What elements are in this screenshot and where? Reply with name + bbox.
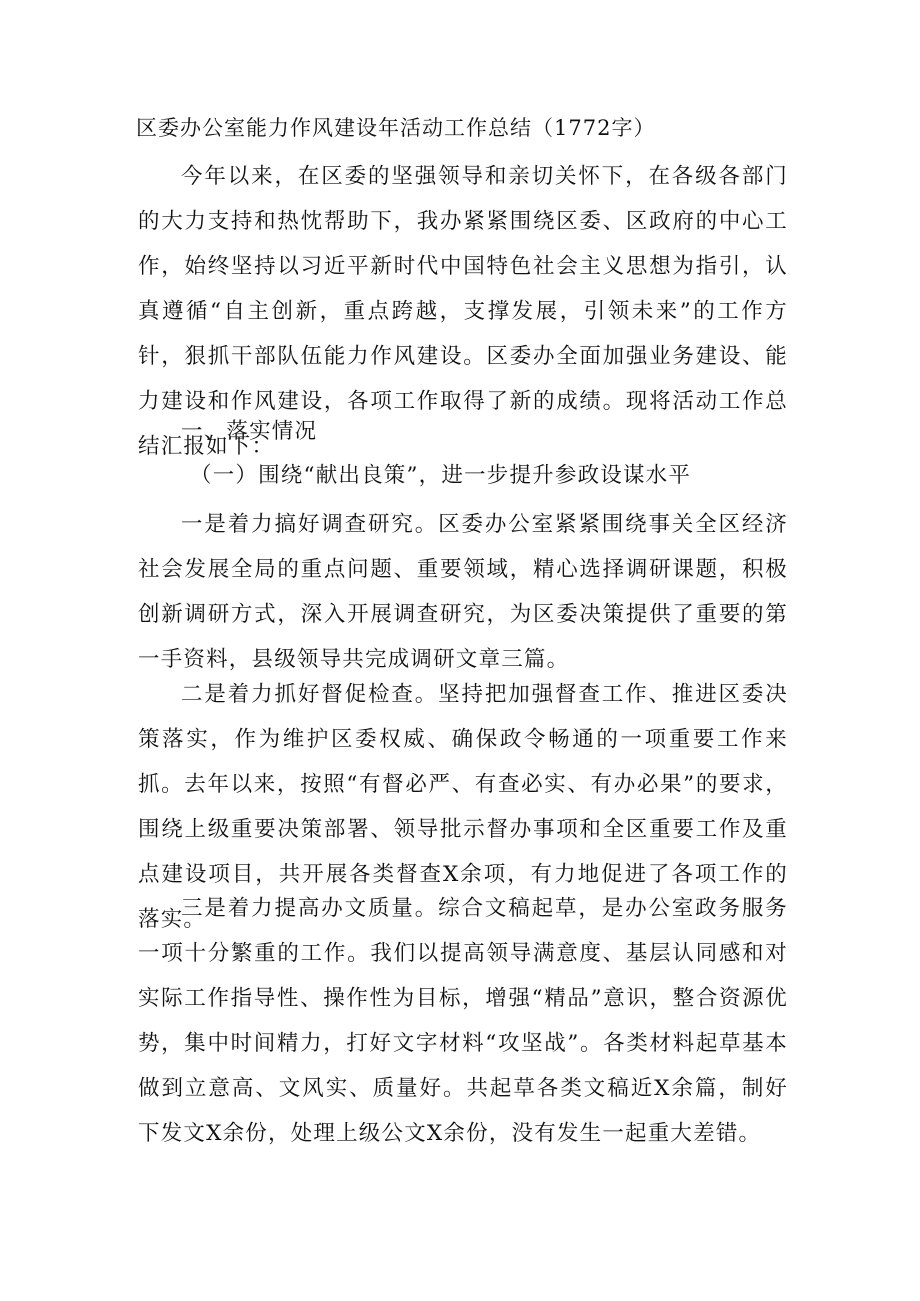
subsection-heading-policy-advice: （一）围绕“献出良策”，进一步提升参政设谋水平 [190, 463, 692, 488]
document-title: 区委办公室能力作风建设年活动工作总结（1772字） [136, 116, 656, 140]
section-heading-implementation: 一、落实情况 [181, 419, 318, 444]
intro-paragraph: 今年以来，在区委的坚强领导和亲切关怀下，在各级各部门的大力支持和热忱帮助下，我办紧紧围绕区委、区政府的中心工作，始终坚持以习近平新时代中国特色社会主义思想为指引，认真遵循“自主创新，重点跨越，支撑发展，引领未来”的工作方针，狠抓干部队伍能力作风建设。区委办全面加强业务建设、能力建设和作风建设，各项工作取得了新的成绩。现将活动工作总结汇报如下： [138, 164, 788, 459]
paragraph-supervision: 二是着力抓好督促检查。坚持把加强督查工作、推进区委决策落实，作为维护区委权威、确保政令畅通的一项重要工作来抓。去年以来，按照“有督必严、有查必实、有办必果”的要求，围绕上级重要决策部署、领导批示督办事项和全区重要工作及重点建设项目，共开展各类督查X余项，有力地促进了各项工作的落实。 [138, 682, 788, 932]
paragraph-document-quality: 三是着力提高办文质量。综合文稿起草，是办公室政务服务一项十分繁重的工作。我们以提高领导满意度、基层认同感和对实际工作指导性、操作性为目标，增强“精品”意识，整合资源优势，集中时间精力，打好文字材料“攻坚战”。各类材料起草基本做到立意高、文风实、质量好。共起草各类文稿近X余篇，制好下发文X余份，处理上级公文X余份，没有发生一起重大差错。 [138, 896, 788, 1146]
paragraph-research: 一是着力搞好调查研究。区委办公室紧紧围绕事关全区经济社会发展全局的重点问题、重要领域，精心选择调研课题，积极创新调研方式，深入开展调查研究，为区委决策提供了重要的第一手资料，县级领导共完成调研文章三篇。 [138, 512, 788, 672]
